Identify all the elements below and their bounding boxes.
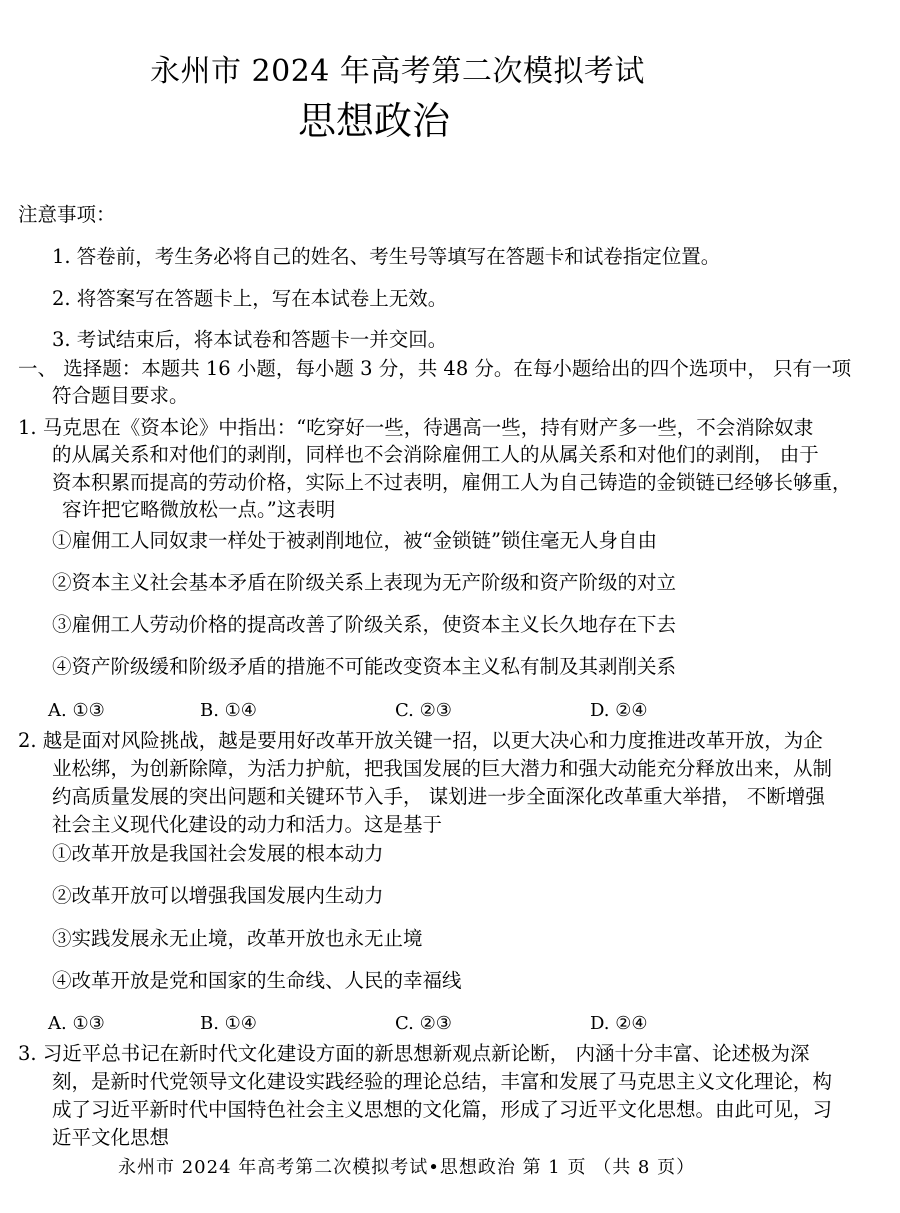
- statement: ④改革开放是党和国家的生命线、人民的幸福线: [52, 969, 462, 992]
- section-heading: 一、 选择题：本题共 16 小题，每小题 3 分，共 48 分。在每小题给出的四个选项中， 只有一项: [18, 357, 852, 380]
- option-c: C. ②③: [395, 1013, 452, 1034]
- question-stem-line: 成了习近平新时代中国特色社会主义思想的文化篇，形成了习近平文化思想。由此可见，习: [52, 1098, 833, 1121]
- statement: ③雇佣工人劳动价格的提高改善了阶级关系，使资本主义长久地存在下去: [52, 613, 677, 636]
- option-c: C. ②③: [395, 700, 452, 721]
- subject-title: 思想政治: [298, 99, 451, 143]
- question-stem-line: 约高质量发展的突出问题和关键环节入手， 谋划进一步全面深化改革重大举措， 不断增强: [52, 785, 825, 808]
- option-b: B. ①④: [200, 700, 257, 721]
- notice-heading: 注意事项：: [18, 203, 116, 226]
- option-a: A. ①③: [48, 1013, 105, 1034]
- question-stem-line: 容许把它略微放松一点。”这表明: [62, 498, 336, 521]
- question-stem-line: 社会主义现代化建设的动力和活力。这是基于: [52, 813, 443, 836]
- page-footer: 永州市 2024 年高考第二次模拟考试•思想政治 第 1 页 （共 8 页）: [118, 1157, 696, 1178]
- question-stem-line: 业松绑，为创新除障，为活力护航，把我国发展的巨大潜力和强大动能充分释放出来，从制: [52, 757, 833, 780]
- exam-title: 永州市 2024 年高考第二次模拟考试: [150, 54, 645, 89]
- statement: ④资产阶级缓和阶级矛盾的措施不可能改变资本主义私有制及其剥削关系: [52, 655, 677, 678]
- statement: ①雇佣工人同奴隶一样处于被剥削地位，被“金锁链”锁住毫无人身自由: [52, 529, 657, 552]
- question-stem-line: 的从属关系和对他们的剥削，同样也不会消除雇佣工人的从属关系和对他们的剥削， 由于: [52, 443, 819, 466]
- notice-item: 1. 答卷前，考生务必将自己的姓名、考生号等填写在答题卡和试卷指定位置。: [52, 245, 721, 268]
- option-d: D. ②④: [590, 700, 648, 721]
- statement: ①改革开放是我国社会发展的根本动力: [52, 842, 384, 865]
- question-stem-line: 2. 越是面对风险挑战，越是要用好改革开放关键一招，以更大决心和力度推进改革开放，为企: [18, 729, 823, 752]
- statement: ②改革开放可以增强我国发展内生动力: [52, 884, 384, 907]
- question-stem-line: 1. 马克思在《资本论》中指出：“吃穿好一些，待遇高一些，持有财产多一些，不会消除奴隶: [18, 416, 814, 439]
- question-stem-line: 刻，是新时代党领导文化建设实践经验的理论总结，丰富和发展了马克思主义文化理论，构: [52, 1070, 833, 1093]
- option-d: D. ②④: [590, 1013, 648, 1034]
- question-stem-line: 资本积累而提高的劳动价格，实际上不过表明，雇佣工人为自己铸造的金锁链已经够长够重，: [52, 471, 852, 494]
- notice-item: 2. 将答案写在答题卡上，写在本试卷上无效。: [52, 287, 448, 310]
- question-stem-line: 3. 习近平总书记在新时代文化建设方面的新思想新观点新论断， 内涵十分丰富、论述极为深: [18, 1042, 810, 1065]
- notice-item: 3. 考试结束后，将本试卷和答题卡一并交回。: [52, 328, 448, 351]
- statement: ②资本主义社会基本矛盾在阶级关系上表现为无产阶级和资产阶级的对立: [52, 571, 677, 594]
- option-b: B. ①④: [200, 1013, 257, 1034]
- statement: ③实践发展永无止境，改革开放也永无止境: [52, 927, 423, 950]
- option-a: A. ①③: [48, 700, 105, 721]
- section-heading-cont: 符合题目要求。: [52, 384, 189, 407]
- question-stem-line: 近平文化思想: [52, 1126, 170, 1149]
